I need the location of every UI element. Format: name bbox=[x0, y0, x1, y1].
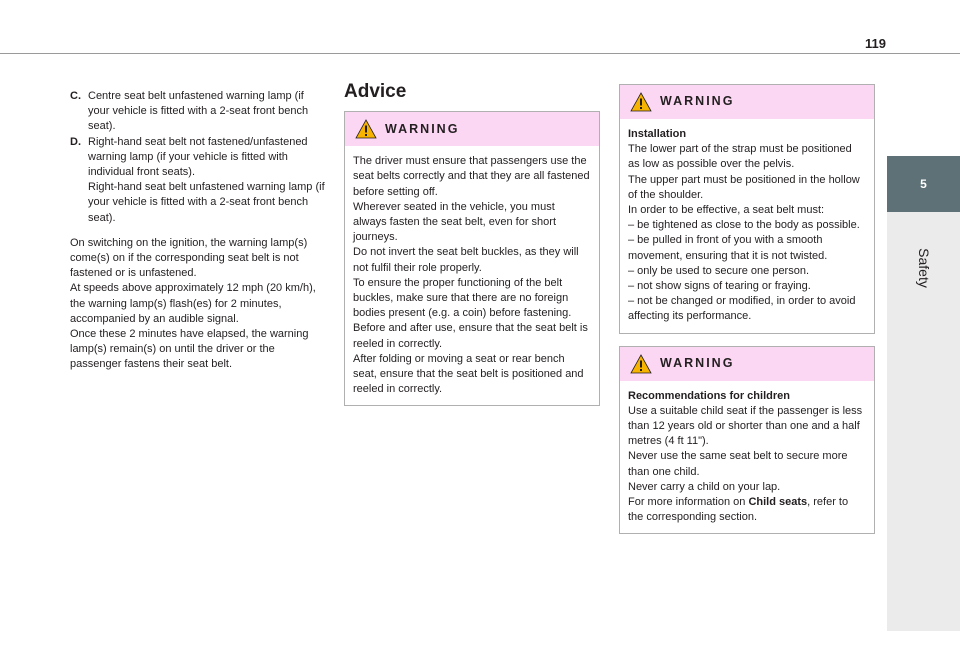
warning-line: – not be changed or modified, in order to avoid affecting its performance. bbox=[628, 295, 856, 323]
column-2 bbox=[344, 81, 600, 406]
warning-label: WARNING bbox=[385, 121, 460, 136]
warning-header bbox=[345, 112, 599, 146]
warning-line: Never use the same seat belt to secure more than one child. bbox=[628, 450, 848, 478]
list-item bbox=[70, 89, 326, 135]
warning-line-link bbox=[628, 495, 866, 525]
warning-header bbox=[620, 347, 874, 381]
chapter-title-tab[interactable] bbox=[887, 212, 960, 631]
warning-label: WARNING bbox=[660, 356, 735, 371]
column-1 bbox=[70, 89, 326, 373]
warning-line: – be tightened as close to the body as possible. bbox=[628, 219, 860, 232]
child-seats-reference[interactable]: Child seats bbox=[748, 496, 808, 509]
warning-triangle-icon bbox=[355, 119, 377, 139]
warning-line: Before and after use, ensure that the seat belt is reeled in correctly. bbox=[353, 322, 588, 350]
section-heading: Advice bbox=[344, 81, 407, 102]
warning-box-children bbox=[619, 346, 875, 535]
item-key: D. bbox=[70, 135, 81, 148]
warning-line: Never carry a child on your lap. bbox=[628, 480, 781, 493]
warning-label: WARNING bbox=[660, 94, 735, 109]
page-number: 119 bbox=[865, 36, 886, 51]
chapter-title: Safety bbox=[915, 248, 932, 288]
warning-body bbox=[620, 381, 874, 534]
item-key: C. bbox=[70, 90, 81, 102]
ref-pre: For more information on bbox=[628, 496, 749, 509]
warning-triangle-icon bbox=[630, 92, 652, 112]
item-text: Right-hand seat belt not fastened/unfastened warning lamp (if your vehicle is fitted with individual front seats). bbox=[88, 135, 308, 179]
warning-line: Use a suitable child seat if the passenger is less than 12 years old or shorter than one and a half metres (4 ft 11"). bbox=[628, 404, 863, 448]
warning-line: After folding or moving a seat or rear bench seat, ensure that the seat belt is positioned and reeled in correctly. bbox=[353, 352, 584, 396]
paragraph-line: At speeds above approximately 12 mph (20 km/h), the warning lamp(s) flash(es) for 2 minutes, accompanied by an audible signal. bbox=[70, 282, 316, 325]
lamp-list bbox=[70, 89, 326, 226]
paragraph-line: On switching on the ignition, the warning lamp(s) come(s) on if the corresponding seat belt is not fastened or is unfastened. bbox=[70, 236, 308, 280]
list-item bbox=[70, 135, 326, 226]
warning-body bbox=[620, 119, 874, 333]
warning-line: – be pulled in front of you with a smooth movement, ensuring that it is not twisted. bbox=[628, 234, 828, 262]
ref-post: , refer to the corresponding section. bbox=[628, 496, 849, 524]
paragraph-line: Once these 2 minutes have elapsed, the warning lamp(s) remain(s) on until the driver or the passenger fastens their seat belt. bbox=[70, 328, 309, 371]
item-text-2: Right-hand seat belt unfastened warning lamp (if your vehicle is fitted with a 2-seat front bench seat). bbox=[88, 181, 325, 224]
item-text: Centre seat belt unfastened warning lamp (if your vehicle is fitted with a 2-seat front bench seat). bbox=[88, 90, 309, 133]
warning-box-installation bbox=[619, 84, 875, 334]
warning-title: Installation bbox=[628, 128, 687, 140]
warning-box bbox=[344, 111, 600, 406]
warning-title: Recommendations for children bbox=[628, 389, 790, 402]
warning-header bbox=[620, 85, 874, 119]
warning-line: Do not invert the seat belt buckles, as they will not fulfil their role properly. bbox=[353, 246, 579, 274]
warning-line: The driver must ensure that passengers use the seat belts correctly and that they are all fastened before setting off. bbox=[353, 155, 590, 198]
ignition-paragraph bbox=[70, 236, 326, 373]
column-3 bbox=[619, 84, 875, 534]
warning-line: Wherever seated in the vehicle, you must always fasten the seat belt, even for short journeys. bbox=[353, 200, 557, 244]
header-rule bbox=[0, 53, 960, 54]
warning-line: – not show signs of tearing or fraying. bbox=[628, 280, 811, 293]
warning-line: In order to be effective, a seat belt must: bbox=[628, 204, 825, 217]
warning-line: To ensure the proper functioning of the belt buckles, make sure that there are no foreign bodies present (e.g. a coin) before fastening. bbox=[353, 276, 572, 320]
warning-line: The lower part of the strap must be positioned as low as possible over the pelvis. bbox=[628, 143, 852, 171]
warning-triangle-icon bbox=[630, 354, 652, 374]
warning-line: – only be used to secure one person. bbox=[628, 264, 810, 277]
warning-body bbox=[345, 146, 599, 405]
warning-line: The upper part must be positioned in the hollow of the shoulder. bbox=[628, 173, 860, 201]
chapter-number: 5 bbox=[920, 177, 927, 191]
chapter-number-tab[interactable] bbox=[887, 156, 960, 212]
